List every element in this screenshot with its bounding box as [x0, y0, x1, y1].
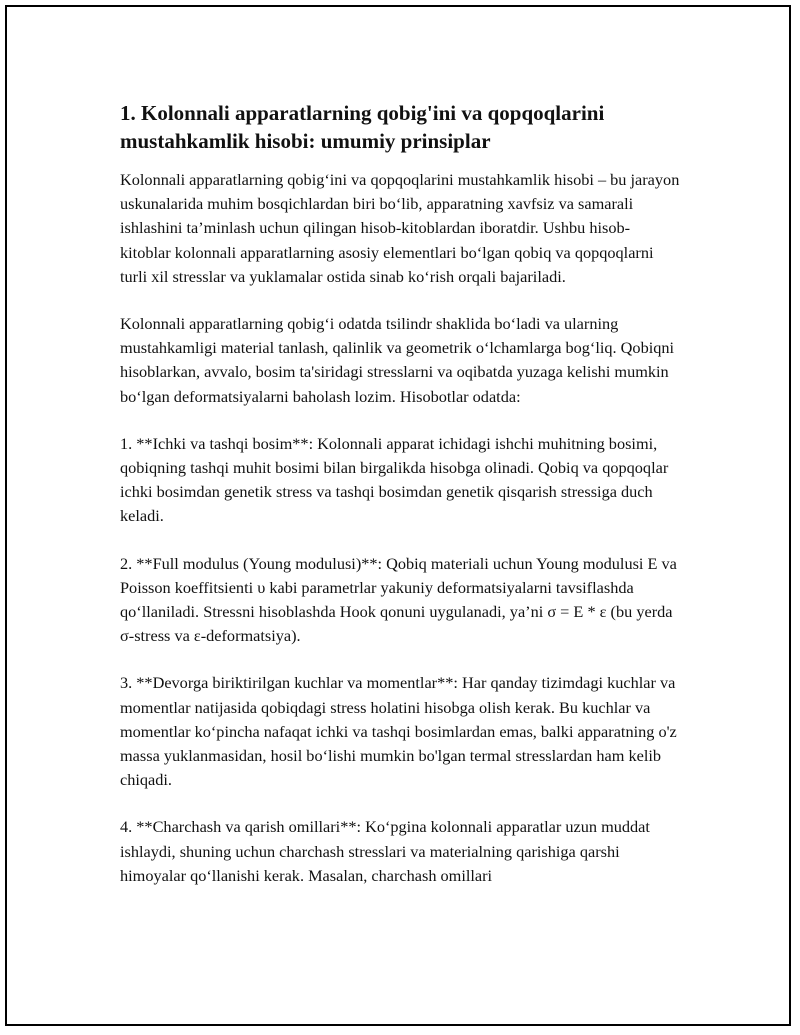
- document-body: [120, 99, 680, 911]
- document-page: [5, 5, 791, 1026]
- document-title: 1. Kolonnali apparatlarning qobig'ini va qopqoqlarini mustahkamlik hisobi: umumiy prinsiplar: [120, 101, 605, 153]
- list-item-modulus: 2. **Full modulus (Young modulusi)**: Qobiq materiali uchun Young modulusi E va Poisson koeffitsienti υ kabi parametrlar yakuniy deformatsiyalarni tavsiflashda qo‘llaniladi. Stressni hisoblashda Hook qonuni uygulanadi, ya’ni σ = E * ε (bu yerda σ-stress va ε-deformatsiya).: [120, 553, 677, 646]
- shell-paragraph: Kolonnali apparatlarning qobig‘i odatda tsilindr shaklida bo‘ladi va ularning mustahkamligi material tanlash, qalinlik va geometrik o‘lchamlarga bog‘liq. Qobiqni hisoblarkan, avvalo, bosim ta'siridagi stresslarni va oqibatda yuzaga kelishi mumkin bo‘lgan deformatsiyalarni baholash lozim. Hisobotlar odatda:: [120, 314, 675, 406]
- list-item-forces: 3. **Devorga biriktirilgan kuchlar va momentlar**: Har qanday tizimdagi kuchlar va momentlar natijasida qobiqdagi stress holatini hisobga olish kerak. Bu kuchlar va momentlar ko‘pincha nafaqat ichki va tashqi bosimlardan emas, balki apparatning o'z massa yuklanmasidan, hosil bo‘lishi mumkin bo'lgan termal stresslardan ham kelib chiqadi.: [120, 673, 677, 790]
- list-item-fatigue: 4. **Charchash va qarish omillari**: Ko‘pgina kolonnali apparatlar uzun muddat ishlaydi, shuning uchun charchash stresslari va materialning qarishiga qarshi himoyalar qo‘llanishi kerak. Masalan, charchash omillari: [120, 817, 650, 885]
- list-item-pressure: 1. **Ichki va tashqi bosim**: Kolonnali apparat ichidagi ishchi muhitning bosimi, qobiqning tashqi muhit bosimi bilan birgalikda hisobga olinadi. Qobiq va qopqoqlar ichki bosimdan genetik stress va tashqi bosimdan genetik qisqarish stressiga duch keladi.: [120, 433, 669, 526]
- intro-paragraph: Kolonnali apparatlarning qobig‘ini va qopqoqlarini mustahkamlik hisobi – bu jarayon uskunalarida muhim bosqichlardan biri bo‘lib, apparatning xavfsiz va samarali ishlashini ta’minlash uchun qilingan hisob-kitoblardan iboratdir. Ushbu hisob-kitoblar kolonnali apparatlarning asosiy elementlari bo‘lgan qobiq va qopqoqlarni turli xil stresslar va yuklamalar ostida sinab ko‘rish orqali bajariladi.: [120, 170, 680, 286]
